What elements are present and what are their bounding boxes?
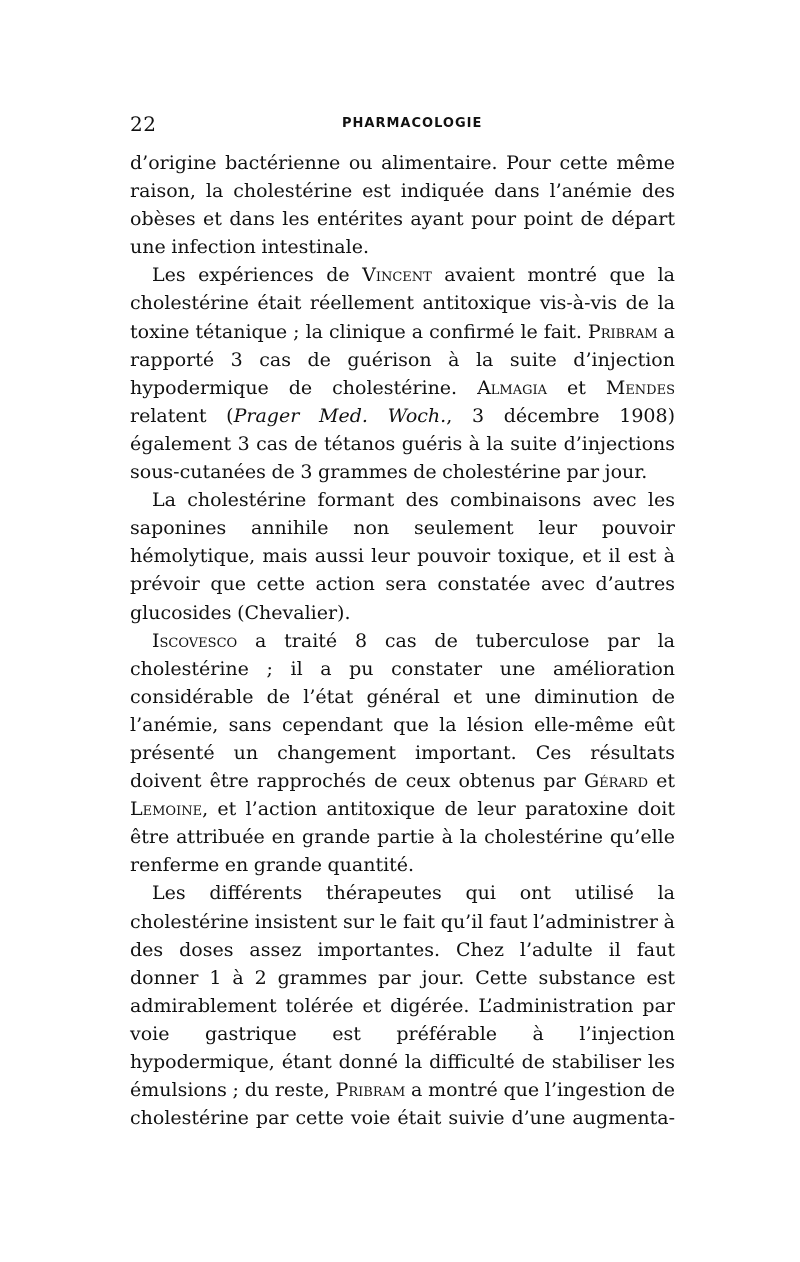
paragraph-continuation: d’origine bactérienne ou alimentaire. Pour cette même raison, la cholestérine est indiquée dans l’anémie des obèses et dans les entérites ayant pour point de départ une infection intestinale. bbox=[130, 152, 675, 259]
author-name: Vincent bbox=[362, 264, 432, 287]
paragraph-saponines: La cholestérine formant des combinaisons avec les saponines annihile non seulement leur pouvoir hémolytique, mais aussi leur pouvoir toxique, et il est à prévoir que cette action sera constatée avec d’autres glucosides (Chevalier). bbox=[130, 489, 675, 624]
running-title: PHARMACOLOGIE bbox=[342, 116, 483, 131]
paragraph-vincent: Les expériences de Vincent avaient montré que la cholestérine était réellement antitoxique vis-à-vis de la toxine tétanique ; la clinique a confirmé le fait. Pribram a rapporté 3 cas de guérison à la suite d’injection hypodermique de cholestérine. Almagia et Mendes relatent (Prager Med. Woch., 3 décembre 1908) également 3 cas de tétanos guéris à la suite d’injections sous-cutanées de 3 grammes de cholestérine par jour. bbox=[130, 264, 676, 484]
paragraph-iscovesco: Iscovesco a traité 8 cas de tuberculose par la cholestérine ; il a pu constater une amélioration considérable de l’état général et une diminution de l’anémie, sans cependant que la lésion elle-même eût présenté un changement important. Ces résultats doivent être rapprochés de ceux obtenus par Gérard et Lemoine, et l’action antitoxique de leur paratoxine doit être attribuée en grande partie à la cholestérine qu’elle renferme en grande quantité. bbox=[130, 629, 675, 877]
journal-title: Prager Med. Woch. bbox=[233, 404, 447, 427]
author-name: Pribram bbox=[335, 1079, 406, 1102]
body-text bbox=[130, 149, 675, 1132]
page-header bbox=[130, 112, 675, 142]
author-name: Almagia bbox=[477, 376, 548, 399]
author-name: Pribram bbox=[587, 320, 658, 343]
author-name: Gérard bbox=[583, 770, 649, 793]
page-number: 22 bbox=[130, 112, 157, 136]
paragraph-therapeutes: Les différents thérapeutes qui ont utilisé la cholestérine insistent sur le fait qu’il faut l’administrer à des doses assez importantes. Chez l’adulte il faut donner 1 à 2 grammes par jour. Cette substance est admirablement tolérée et digérée. L’administration par voie gastrique est préférable à l’injection hypodermique, étant donné la difficulté de stabiliser les émulsions ; du reste, Pribram a montré que l’ingestion de cholestérine par cette voie était suivie d’une augmenta- bbox=[130, 882, 675, 1130]
author-name: Iscovesco bbox=[152, 629, 238, 652]
author-name: Mendes bbox=[605, 376, 675, 399]
author-name: Lemoine bbox=[130, 798, 203, 821]
